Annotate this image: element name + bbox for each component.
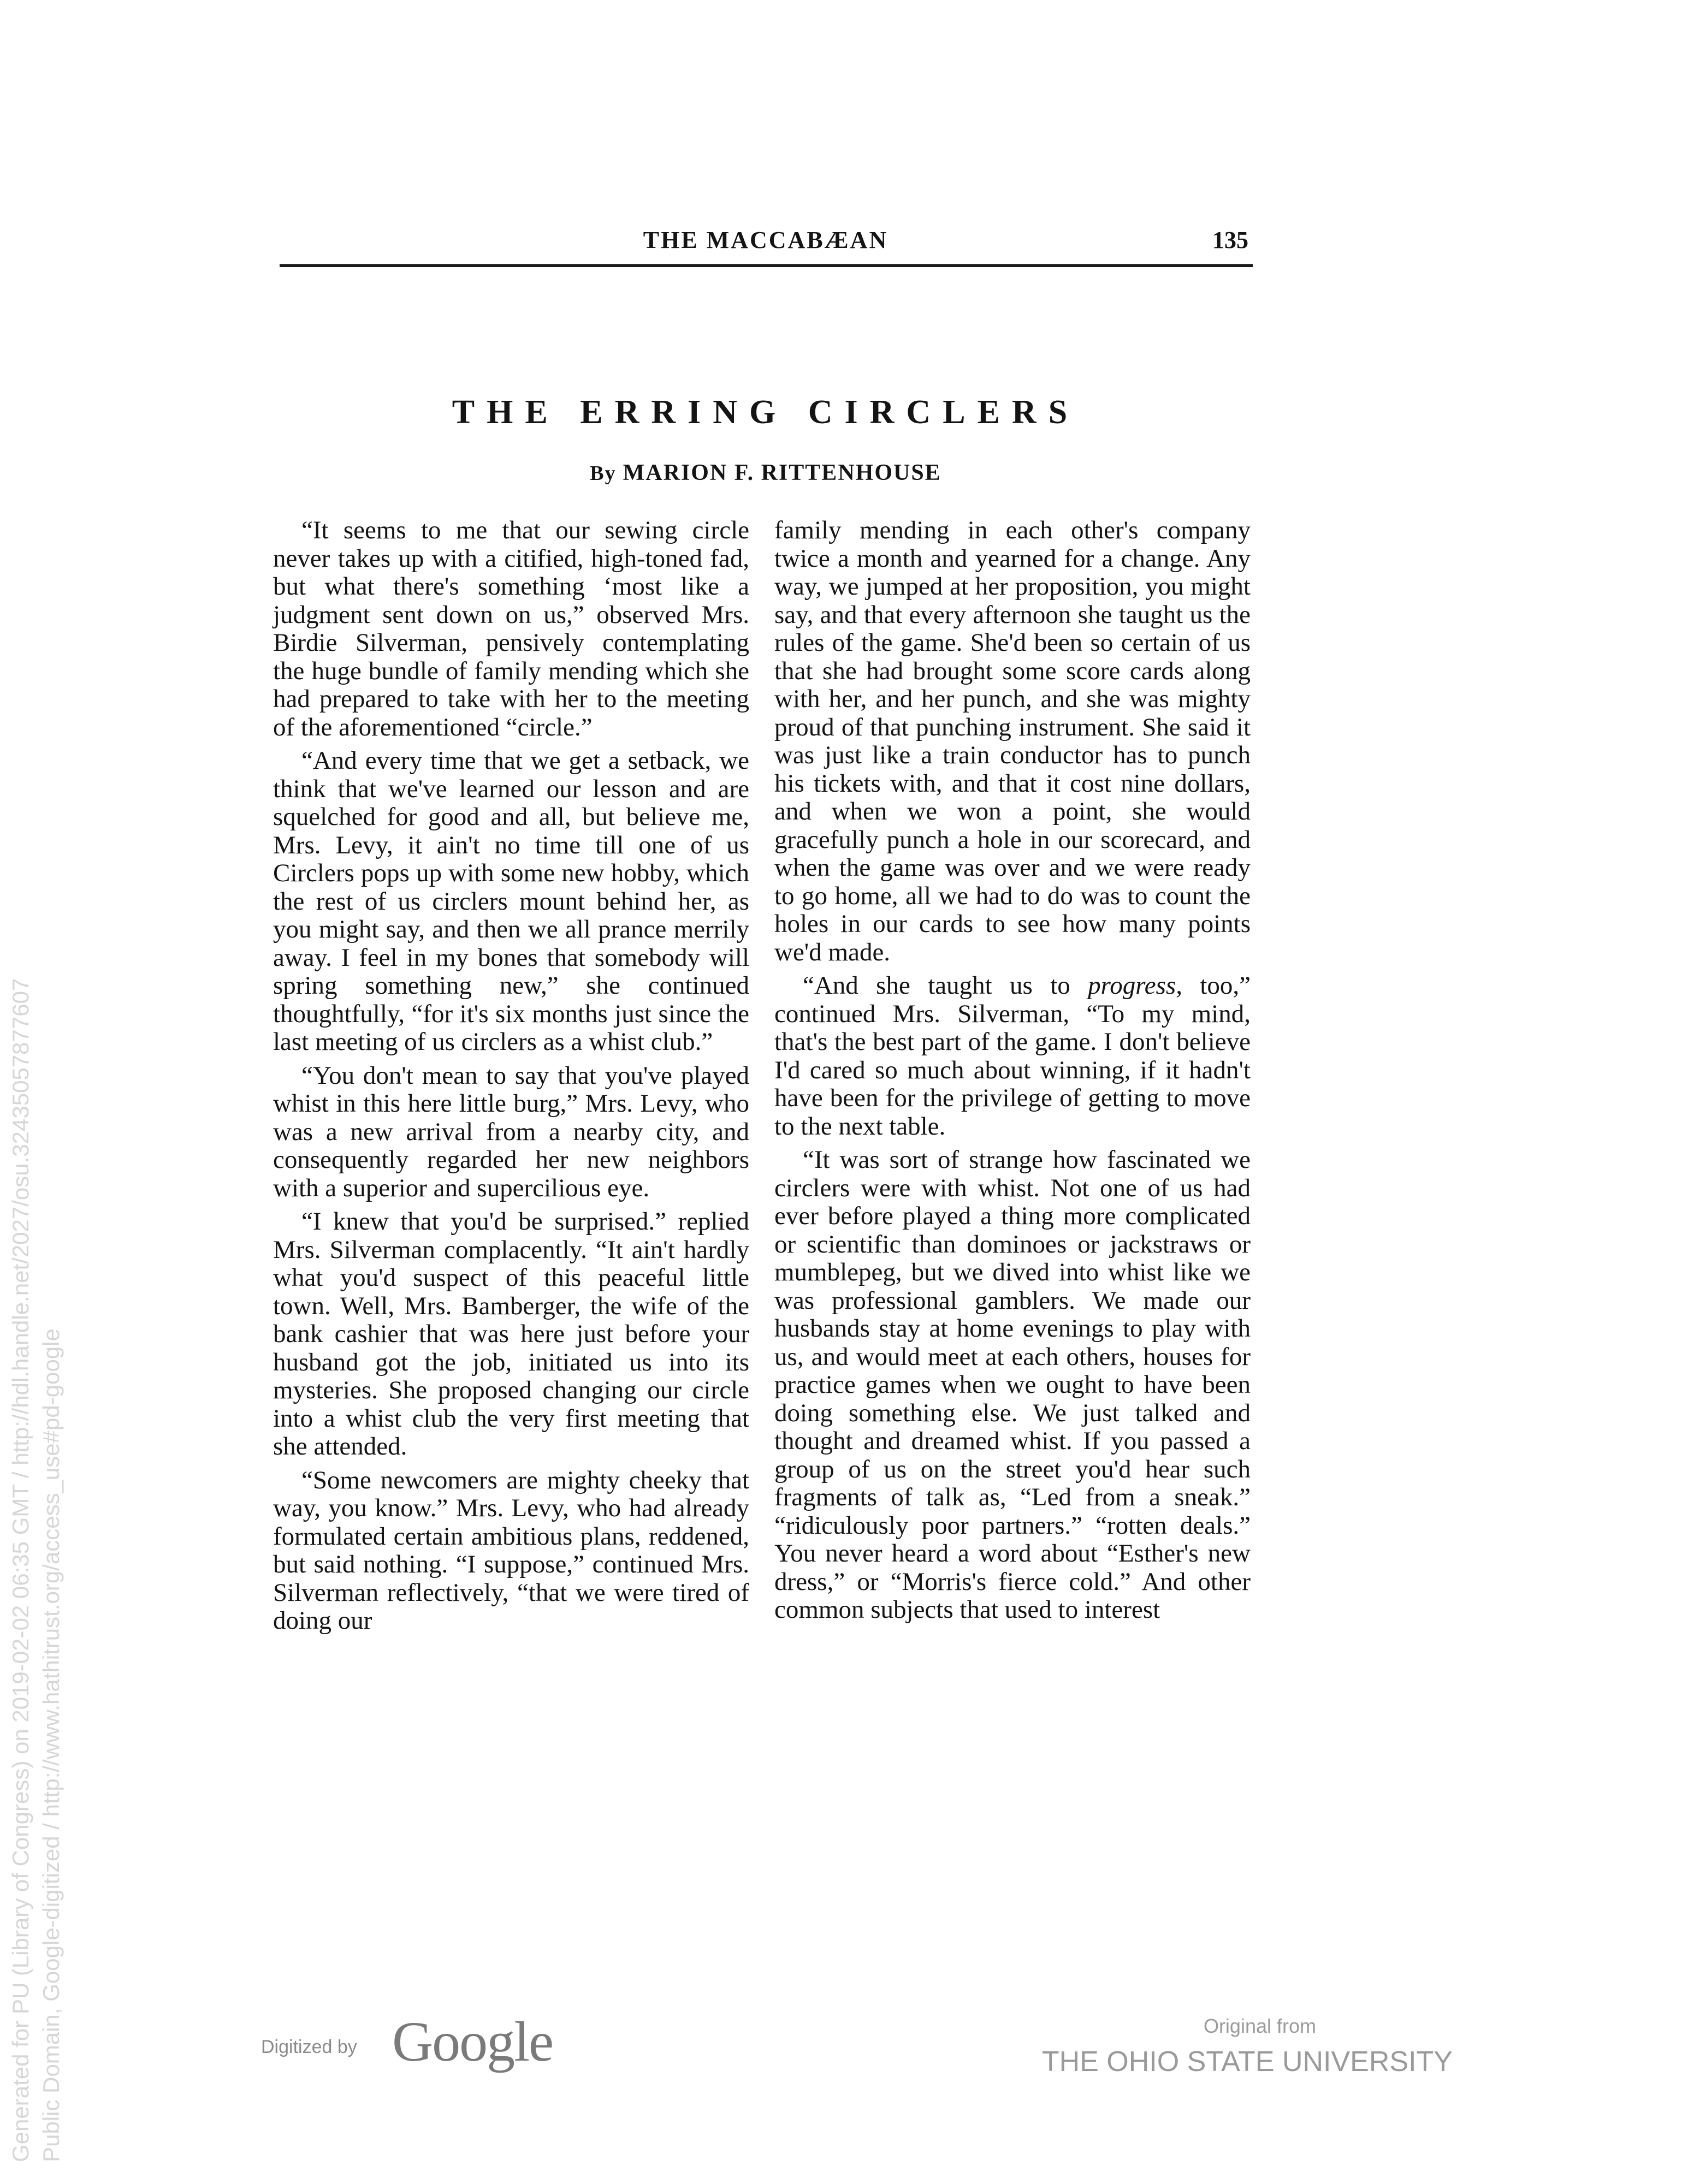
paragraph-text: “And she taught us to	[803, 971, 1088, 1000]
original-from-label: Original from	[1203, 2015, 1316, 2037]
watermark-line: Generated for PU (Library of Congress) on 2019-02-02 06:35 GMT / http://hdl.handle.net/2027/osu.32435057877607	[8, 978, 33, 2162]
paragraph: “You don't mean to say that you've played whist in this here little burg,” Mrs. Levy, who was a new arrival from a nearby city, and consequently regarded her new neighbors with a superior and supercilious eye.	[273, 1061, 749, 1202]
university-name: THE OHIO STATE UNIVERSITY	[1041, 2046, 1453, 2078]
paragraph: “It was sort of strange how fascinated we circlers were with whist. Not one of us had ever before played a thing more complicated or scientific than dominoes or jackstraws or mumblepeg, but we dived into whist like we was professional gamblers. We made our husbands stay at home evenings to play with us, and would meet at each others, houses for practice games when we ought to have been doing something else. We just talked and thought and dreamed whist. If you passed a group of us on the street you'd hear such fragments of talk as, “Led from a sneak.” “ridiculously poor partners.” “rotten deals.” You never heard a word about “Esther's new dress,” or “Morris's fierce cold.” And other common subjects that used to interest	[774, 1146, 1251, 1624]
paragraph: “It seems to me that our sewing circle never takes up with a citified, high-toned fad, but what there's something ‘most like a judgment sent down on us,” observed Mrs. Birdie Silverman, pensively contemplating the huge bundle of family mending which she had prepared to take with her to the meeting of the aforementioned “circle.”	[273, 516, 749, 741]
running-header	[283, 226, 1248, 259]
paragraph: “Some newcomers are mighty cheeky that way, you know.” Mrs. Levy, who had already formulated certain ambitious plans, reddened, but said nothing. “I suppose,” continued Mrs. Silverman reflectively, “that we were tired of doing our	[273, 1465, 749, 1635]
digitized-by-google	[261, 2009, 589, 2073]
page-number: 135	[1212, 227, 1248, 253]
paragraph: “I knew that you'd be surprised.” replied Mrs. Silverman complacently. “It ain't hardly what you'd suspect of this peaceful little town. Well, Mrs. Bamberger, the wife of the bank cashier that was here just before your husband got the job, initiated us into its mysteries. She proposed changing our circle into a whist club the very first meeting that she attended.	[273, 1207, 749, 1461]
watermark-line: Public Domain, Google-digitized / http://www.hathitrust.org/access_use#pd-google	[38, 1328, 64, 2162]
original-from	[1038, 2015, 1453, 2080]
google-logo: Google	[392, 2010, 553, 2073]
paragraph-text: too,” continued Mrs. Silverman, “To my mind, that's the best part of the game. I don't believe I'd cared so much about winning, if it hadn't have been for the privilege of getting to move to the next table.	[774, 971, 1251, 1141]
side-watermark	[5, 824, 87, 2162]
right-column	[774, 517, 1251, 1624]
running-title: THE MACCABÆAN	[643, 227, 889, 253]
paragraph: “And every time that we get a setback, we think that we've learned our lesson and are squelched for good and all, but believe me, Mrs. Levy, it ain't no time till one of us Circlers pops up with some new hobby, which the rest of us circlers mount behind her, as you might say, and then we all prance merrily away. I feel in my bones that somebody will spring something new,” she continued thoughtfully, “for it's six months just since the last meeting of us circlers as a whist club.”	[273, 746, 749, 1056]
left-column	[273, 517, 749, 1635]
byline-author: MARION F. RITTENHOUSE	[623, 460, 941, 485]
byline	[283, 460, 1248, 486]
article-title: THE ERRING CIRCLERS	[452, 394, 1080, 431]
paragraph: family mending in each other's company twice a month and yearned for a change. Any way, we jumped at her proposition, you might say, and that every afternoon she taught us the rules of the game. She'd been so certain of us that she had brought some score cards along with her, and her punch, and she was mighty proud of that punching instrument. She said it was just like a train conductor has to punch his tickets with, and that it cost nine dollars, and when we won a point, she would gracefully punch a hole in our scorecard, and when the game was over and we were ready to go home, all we had to do was to count the holes in our cards to see how many points we'd made.	[774, 516, 1251, 966]
header-rule	[280, 264, 1253, 267]
emphasized-word: progress,	[1088, 971, 1182, 1000]
digitized-by-label: Digitized by	[261, 2037, 357, 2057]
paragraph	[774, 972, 1251, 1141]
byline-prefix: By	[590, 462, 617, 485]
